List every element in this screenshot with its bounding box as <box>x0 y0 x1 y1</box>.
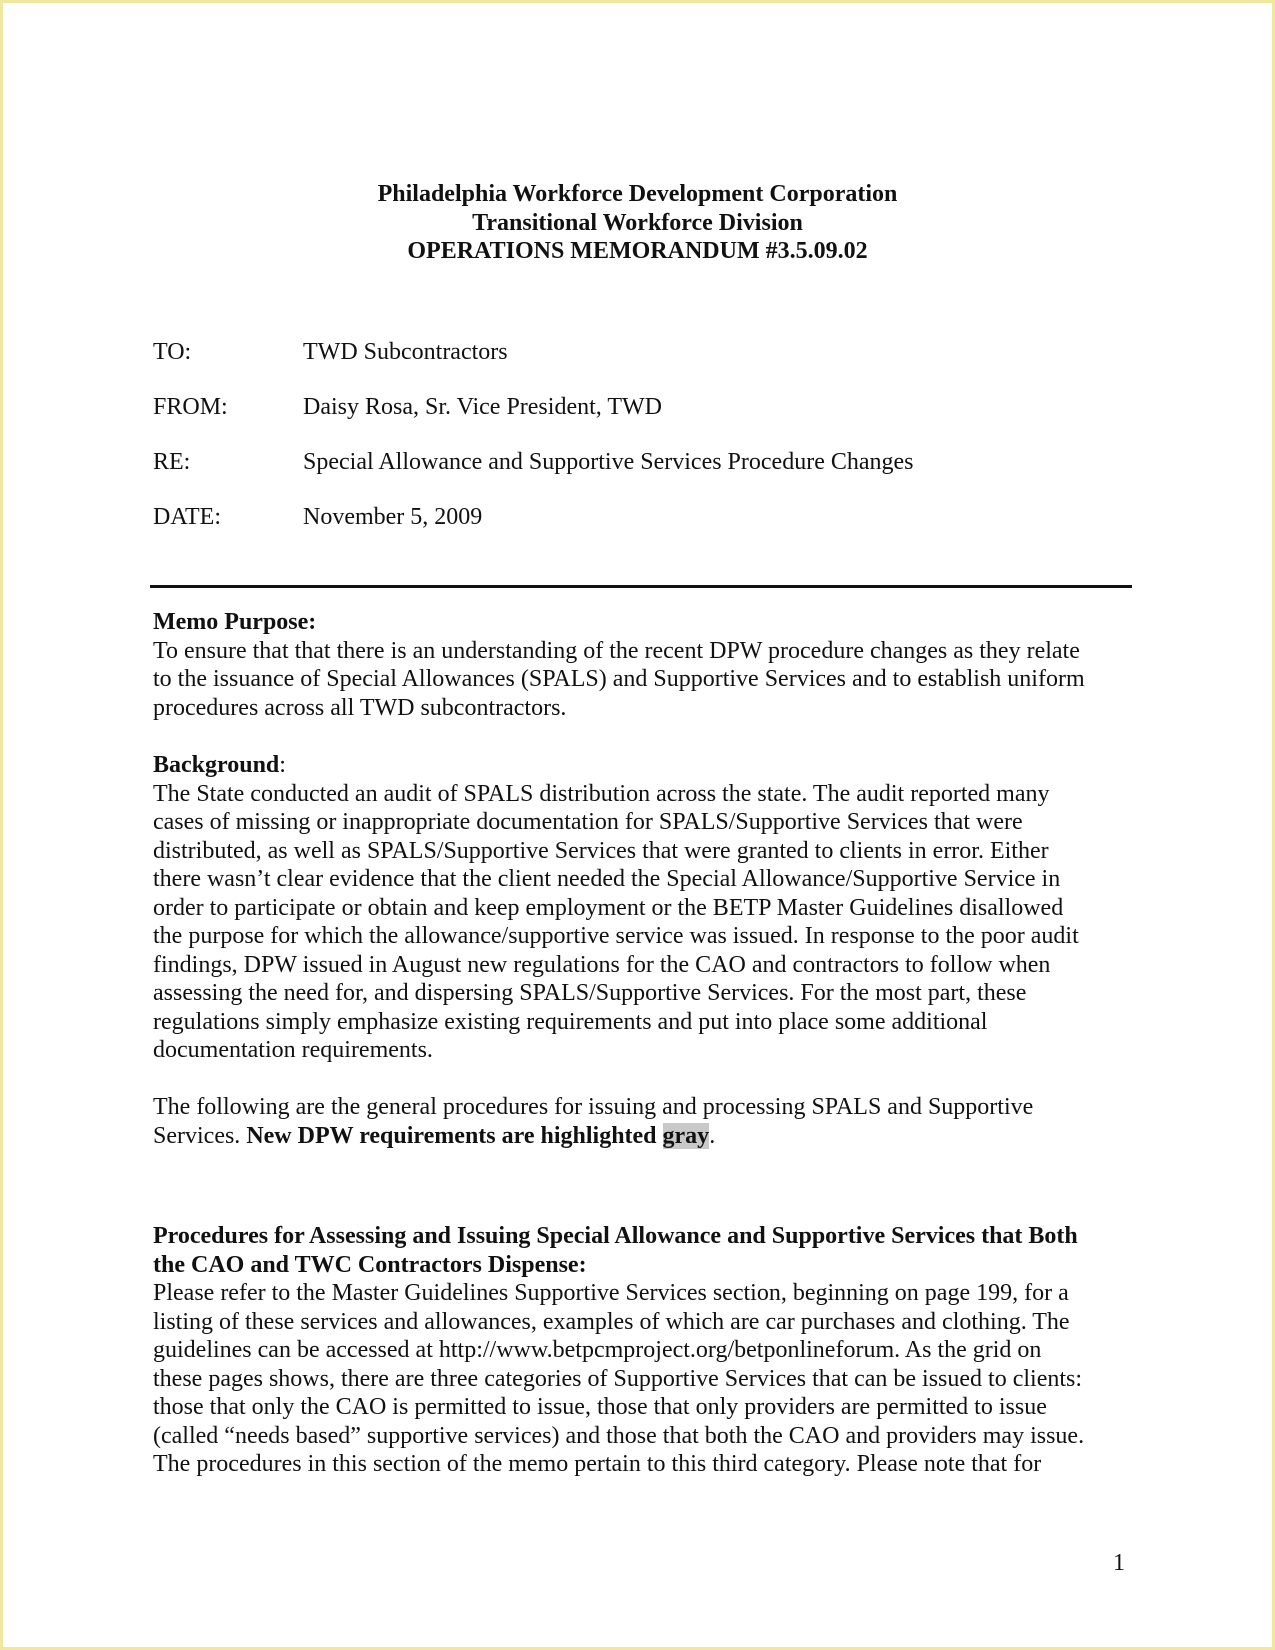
memo-purpose-section <box>153 608 1133 722</box>
paragraph-line: findings, DPW issued in August new regulations for the CAO and contractors to follow when <box>153 951 1051 978</box>
paragraph-line: order to participate or obtain and keep employment or the BETP Master Guidelines disallowed <box>153 894 1064 921</box>
paragraph-line: those that only the CAO is permitted to issue, those that only providers are permitted to issue <box>153 1394 1047 1420</box>
memorandum-number: OPERATIONS MEMORANDUM #3.5.09.02 <box>407 238 868 264</box>
paragraph-line: (called “needs based” supportive services) and those that both the CAO and providers may issue. <box>153 1422 1085 1449</box>
paragraph-line: assessing the need for, and dispersing SPALS/Supportive Services. For the most part, these <box>153 980 1027 1006</box>
re-label: RE: <box>153 449 191 475</box>
paragraph-line: cases of missing or inappropriate documentation for SPALS/Supportive Services that were <box>153 809 1023 835</box>
paragraph-line: regulations simply emphasize existing requirements and put into place some additional <box>153 1008 988 1035</box>
services-text: Services. <box>153 1122 247 1149</box>
procedures-heading: Procedures for Assessing and Issuing Special Allowance and Supportive Services that Both <box>153 1223 1078 1249</box>
following-paragraph <box>153 1093 1133 1150</box>
paragraph-line: the purpose for which the allowance/supportive service was issued. In response to the poor audit <box>153 923 1079 949</box>
paragraph-line: listing of these services and allowances, examples of which are car purchases and clothing. The <box>153 1308 1070 1335</box>
date-label: DATE: <box>153 504 221 530</box>
procedures-heading: the CAO and TWC Contractors Dispense: <box>153 1251 587 1278</box>
to-value: TWD Subcontractors <box>303 339 508 365</box>
background-heading-line <box>153 751 1133 780</box>
paragraph-line: Please refer to the Master Guidelines Supportive Services section, beginning on page 199, for a <box>153 1280 1069 1306</box>
paragraph-line: procedures across all TWD subcontractors. <box>153 694 567 721</box>
from-value: Daisy Rosa, Sr. Vice President, TWD <box>303 394 662 420</box>
paragraph-line: there wasn’t clear evidence that the client needed the Special Allowance/Supportive Service in <box>153 866 1061 892</box>
date-value: November 5, 2009 <box>303 504 483 530</box>
highlight-note-line <box>153 1122 1133 1151</box>
procedures-section <box>153 1222 1133 1479</box>
memo-header <box>3 180 1272 266</box>
paragraph-line: to the issuance of Special Allowances (SPALS) and Supportive Services and to establish uniform <box>153 666 1085 692</box>
gray-highlight-word: gray <box>662 1122 710 1149</box>
new-requirements-note: New DPW requirements are highlighted <box>246 1122 663 1149</box>
background-heading-colon: : <box>279 752 286 778</box>
paragraph-line: distributed, as well as SPALS/Supportive Services that were granted to clients in error. Either <box>153 837 1049 864</box>
organization-name: Philadelphia Workforce Development Corporation <box>377 181 898 207</box>
division-name: Transitional Workforce Division <box>472 209 803 236</box>
header-divider <box>150 585 1132 588</box>
paragraph-line: documentation requirements. <box>153 1037 433 1063</box>
paragraph-line: guidelines can be accessed at http://www.betpcmproject.org/betponlineforum. As the grid on <box>153 1337 1042 1363</box>
background-section <box>153 751 1133 1065</box>
re-value: Special Allowance and Supportive Services Procedure Changes <box>303 449 914 475</box>
paragraph-line: these pages shows, there are three categories of Supportive Services that can be issued to clients: <box>153 1365 1083 1392</box>
paragraph-line: The following are the general procedures for issuing and processing SPALS and Supportive <box>153 1094 1034 1120</box>
from-label: FROM: <box>153 394 228 420</box>
period-text: . <box>709 1122 716 1149</box>
paragraph-line: The State conducted an audit of SPALS distribution across the state. The audit reported many <box>153 780 1050 807</box>
background-heading: Background <box>153 752 280 778</box>
memo-purpose-heading: Memo Purpose: <box>153 609 317 635</box>
to-label: TO: <box>153 339 192 365</box>
page-number: 1 <box>1113 1550 1125 1576</box>
paragraph-line: To ensure that that there is an understanding of the recent DPW procedure changes as they relate <box>153 637 1080 664</box>
paragraph-line: The procedures in this section of the memo pertain to this third category. Please note that for <box>153 1451 1042 1477</box>
